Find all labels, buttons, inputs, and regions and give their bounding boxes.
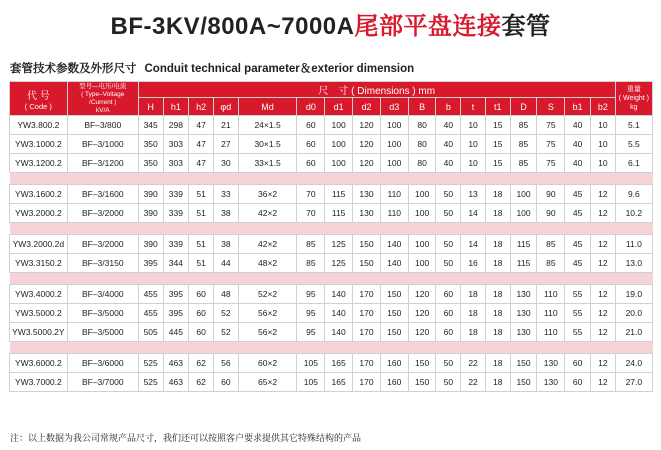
table-cell: 140	[325, 323, 353, 342]
table-cell: BF–3/7000	[67, 373, 138, 392]
table-cell: BF–3/4000	[67, 285, 138, 304]
table-cell: 15	[485, 154, 510, 173]
table-cell: 95	[297, 323, 325, 342]
table-cell: 56	[213, 354, 238, 373]
table-cell: 18	[485, 185, 510, 204]
table-cell: 130	[510, 304, 537, 323]
table-cell: 48×2	[238, 254, 297, 273]
table-cell: 51	[189, 235, 214, 254]
table-cell: BF–3/5000	[67, 323, 138, 342]
table-cell: 100	[510, 185, 537, 204]
table-cell: BF–3/800	[67, 116, 138, 135]
table-cell: 10	[461, 135, 486, 154]
table-cell: 130	[537, 373, 565, 392]
header-weight	[615, 82, 652, 116]
table-cell: 10.2	[615, 204, 652, 223]
table-cell: 170	[353, 304, 381, 323]
table-cell: 20.0	[615, 304, 652, 323]
table-cell: 18	[485, 354, 510, 373]
column-header: b	[436, 98, 461, 116]
column-header: φd	[213, 98, 238, 116]
table-cell: 50	[436, 373, 461, 392]
table-row	[10, 323, 653, 342]
table-cell: 38	[213, 235, 238, 254]
table-cell: 395	[163, 285, 189, 304]
group-separator	[10, 342, 653, 354]
table-cell: 6.1	[615, 154, 652, 173]
header-code-cn: 代 号	[26, 90, 50, 102]
table-cell: 455	[138, 304, 163, 323]
table-cell: 165	[325, 354, 353, 373]
table-cell: 12	[590, 235, 615, 254]
table-cell: BF–3/1600	[67, 185, 138, 204]
table-cell: 90	[537, 185, 565, 204]
table-cell: 85	[510, 116, 537, 135]
table-cell: 5.1	[615, 116, 652, 135]
table-cell: 11.0	[615, 235, 652, 254]
table-cell: 62	[189, 373, 214, 392]
table-cell: 12	[590, 354, 615, 373]
table-cell: 115	[325, 185, 353, 204]
table-cell: 120	[353, 135, 381, 154]
table-cell: 455	[138, 285, 163, 304]
table-cell: 50	[436, 204, 461, 223]
group-separator	[10, 173, 653, 185]
table-cell: 298	[163, 116, 189, 135]
table-cell: 45	[565, 235, 591, 254]
table-cell: 60	[436, 304, 461, 323]
table-row	[10, 135, 653, 154]
table-cell: 18	[485, 204, 510, 223]
title-model: BF-3KV/800A~7000A	[110, 13, 355, 40]
table-cell: 339	[163, 185, 189, 204]
table-cell: 18	[461, 323, 486, 342]
table-row	[10, 116, 653, 135]
table-cell: 40	[436, 116, 461, 135]
header-type-en2: /Current )	[89, 98, 117, 106]
table-cell: 80	[408, 154, 436, 173]
table-cell: 60	[189, 304, 214, 323]
table-cell: BF–3/1000	[67, 135, 138, 154]
table-cell: 12	[590, 323, 615, 342]
table-cell: YW3.1200.2	[10, 154, 68, 173]
table-cell: 48	[213, 285, 238, 304]
table-cell: 85	[297, 254, 325, 273]
table-cell: 170	[353, 354, 381, 373]
table-cell: 120	[408, 304, 436, 323]
table-cell: 100	[380, 116, 408, 135]
column-header: d2	[353, 98, 381, 116]
table-cell: 30×1.5	[238, 135, 297, 154]
page-title	[0, 6, 661, 41]
table-cell: 45	[565, 254, 591, 273]
table-cell: 463	[163, 354, 189, 373]
table-cell: 120	[353, 154, 381, 173]
header-type-cn: 型号—电压/电流	[79, 82, 127, 90]
table-cell: 62	[189, 354, 214, 373]
table-row	[10, 235, 653, 254]
table-cell: 52	[213, 323, 238, 342]
header-type	[67, 82, 138, 116]
table-cell: 14	[461, 204, 486, 223]
table-cell: 130	[510, 285, 537, 304]
table-cell: 52	[213, 304, 238, 323]
table-cell: 150	[380, 304, 408, 323]
table-cell: 160	[380, 373, 408, 392]
table-cell: 18	[485, 323, 510, 342]
table-row	[10, 154, 653, 173]
table-cell: 60	[189, 285, 214, 304]
table-cell: 18	[461, 285, 486, 304]
table-cell: 339	[163, 204, 189, 223]
table-cell: 95	[297, 304, 325, 323]
table-cell: 21	[213, 116, 238, 135]
table-cell: 10	[590, 135, 615, 154]
table-cell: 100	[510, 204, 537, 223]
table-cell: 16	[461, 254, 486, 273]
table-cell: 303	[163, 135, 189, 154]
table-cell: 525	[138, 354, 163, 373]
table-row	[10, 185, 653, 204]
table-cell: 60	[565, 373, 591, 392]
table-cell: 5.5	[615, 135, 652, 154]
table-cell: 18	[485, 285, 510, 304]
table-cell: 140	[325, 285, 353, 304]
table-cell: 100	[408, 185, 436, 204]
table-row	[10, 373, 653, 392]
table-cell: 350	[138, 135, 163, 154]
header-type-unit: kV/A	[95, 106, 110, 114]
column-header: b2	[590, 98, 615, 116]
table-cell: YW3.2000.2	[10, 204, 68, 223]
table-cell: 15	[485, 135, 510, 154]
table-cell: 170	[353, 323, 381, 342]
table-cell: 10	[461, 116, 486, 135]
table-cell: 13.0	[615, 254, 652, 273]
table-cell: YW3.1600.2	[10, 185, 68, 204]
table-cell: YW3.5000.2	[10, 304, 68, 323]
table-cell: 60	[213, 373, 238, 392]
table-cell: 47	[189, 135, 214, 154]
table-cell: 85	[297, 235, 325, 254]
table-cell: 13	[461, 185, 486, 204]
column-header: Md	[238, 98, 297, 116]
table-cell: 115	[510, 235, 537, 254]
table-cell: 40	[436, 135, 461, 154]
table-cell: 80	[408, 135, 436, 154]
table-cell: 47	[189, 116, 214, 135]
table-cell: 60	[436, 323, 461, 342]
header-weight-cn: 重量	[626, 86, 641, 93]
table-cell: 130	[537, 354, 565, 373]
table-cell: 40	[565, 154, 591, 173]
table-cell: 90	[537, 204, 565, 223]
table-cell: 18	[485, 304, 510, 323]
table-cell: 27.0	[615, 373, 652, 392]
table-cell: 45	[565, 185, 591, 204]
table-cell: 50	[436, 185, 461, 204]
group-separator	[10, 223, 653, 235]
table-cell: 9.6	[615, 185, 652, 204]
table-cell: 390	[138, 185, 163, 204]
table-cell: 27	[213, 135, 238, 154]
parameter-table	[9, 81, 653, 392]
table-cell: 85	[510, 135, 537, 154]
table-cell: 120	[408, 285, 436, 304]
table-cell: 33	[213, 185, 238, 204]
table-cell: 110	[537, 285, 565, 304]
table-cell: 10	[590, 116, 615, 135]
table-row	[10, 254, 653, 273]
table-cell: 51	[189, 254, 214, 273]
table-cell: 150	[510, 373, 537, 392]
table-cell: 100	[380, 135, 408, 154]
column-header: D	[510, 98, 537, 116]
table-cell: BF–3/3150	[67, 254, 138, 273]
column-header: h2	[189, 98, 214, 116]
table-cell: 10	[461, 154, 486, 173]
table-cell: 115	[510, 254, 537, 273]
table-cell: 95	[297, 285, 325, 304]
table-cell: 125	[325, 235, 353, 254]
table-cell: 80	[408, 116, 436, 135]
table-cell: 33×1.5	[238, 154, 297, 173]
table-cell: 60	[297, 116, 325, 135]
table-cell: 12	[590, 304, 615, 323]
table-cell: 70	[297, 204, 325, 223]
title-connection: 尾部平盘连接	[354, 13, 502, 40]
table-cell: 390	[138, 235, 163, 254]
table-cell: 40	[436, 154, 461, 173]
table-caption-en: Conduit technical parameter＆exterior dimension	[144, 63, 415, 75]
table-cell: 150	[380, 323, 408, 342]
table-cell: 110	[380, 204, 408, 223]
table-cell: 42×2	[238, 204, 297, 223]
table-row	[10, 354, 653, 373]
table-cell: 110	[380, 185, 408, 204]
header-code-en: ( Code )	[24, 101, 52, 111]
table-cell: 110	[537, 304, 565, 323]
table-cell: 160	[380, 354, 408, 373]
table-cell: 22	[461, 373, 486, 392]
table-cell: 339	[163, 235, 189, 254]
table-cell: BF–3/5000	[67, 304, 138, 323]
table-cell: 170	[353, 373, 381, 392]
table-cell: 36×2	[238, 185, 297, 204]
table-cell: 10	[590, 154, 615, 173]
table-cell: 100	[408, 254, 436, 273]
table-cell: 150	[380, 285, 408, 304]
column-header: B	[408, 98, 436, 116]
table-cell: 55	[565, 323, 591, 342]
table-cell: YW3.6000.2	[10, 354, 68, 373]
table-cell: 44	[213, 254, 238, 273]
column-header: d1	[325, 98, 353, 116]
table-cell: 51	[189, 185, 214, 204]
table-cell: 50	[436, 354, 461, 373]
table-cell: 60	[297, 154, 325, 173]
table-cell: 105	[297, 354, 325, 373]
table-cell: 60	[565, 354, 591, 373]
table-cell: 65×2	[238, 373, 297, 392]
table-cell: 100	[380, 154, 408, 173]
table-cell: 130	[353, 185, 381, 204]
table-cell: 395	[138, 254, 163, 273]
table-cell: 85	[510, 154, 537, 173]
table-cell: 140	[380, 235, 408, 254]
table-caption	[10, 60, 414, 76]
table-cell: YW3.7000.2	[10, 373, 68, 392]
table-cell: 463	[163, 373, 189, 392]
header-type-en1: ( Type–Voltage	[81, 90, 125, 98]
table-row	[10, 304, 653, 323]
table-cell: 105	[297, 373, 325, 392]
table-cell: 40	[565, 116, 591, 135]
table-cell: 30	[213, 154, 238, 173]
table-cell: BF–3/2000	[67, 235, 138, 254]
table-cell: 130	[353, 204, 381, 223]
table-cell: 24×1.5	[238, 116, 297, 135]
table-cell: BF–3/1200	[67, 154, 138, 173]
table-cell: 303	[163, 154, 189, 173]
footnote: 注：以上数据为我公司常规产品尺寸，我们还可以按照客户要求提供其它特殊结构的产品	[10, 433, 362, 443]
table-cell: 55	[565, 285, 591, 304]
table-cell: 21.0	[615, 323, 652, 342]
table-cell: 19.0	[615, 285, 652, 304]
table-cell: YW3.800.2	[10, 116, 68, 135]
table-cell: BF–3/2000	[67, 204, 138, 223]
table-cell: 140	[325, 304, 353, 323]
table-cell: 445	[163, 323, 189, 342]
table-cell: 60	[297, 135, 325, 154]
table-cell: 24.0	[615, 354, 652, 373]
table-cell: 350	[138, 154, 163, 173]
table-cell: 345	[138, 116, 163, 135]
column-header: d0	[297, 98, 325, 116]
table-cell: 18	[485, 254, 510, 273]
table-cell: 52×2	[238, 285, 297, 304]
table-cell: 150	[510, 354, 537, 373]
table-cell: 60	[436, 285, 461, 304]
table-cell: 55	[565, 304, 591, 323]
table-cell: 395	[163, 304, 189, 323]
column-header: H	[138, 98, 163, 116]
table-cell: 75	[537, 116, 565, 135]
table-cell: 130	[510, 323, 537, 342]
table-cell: 12	[590, 204, 615, 223]
table-cell: 12	[590, 185, 615, 204]
table-cell: 100	[408, 235, 436, 254]
table-cell: 14	[461, 235, 486, 254]
title-product: 套管	[501, 13, 551, 40]
table-cell: 12	[590, 254, 615, 273]
table-cell: 75	[537, 154, 565, 173]
table-cell: 18	[485, 235, 510, 254]
table-cell: 115	[325, 204, 353, 223]
table-cell: YW3.5000.2Y	[10, 323, 68, 342]
table-cell: YW3.2000.2d	[10, 235, 68, 254]
header-weight-en: ( Weight )	[618, 95, 649, 102]
table-cell: 75	[537, 135, 565, 154]
column-header: t1	[485, 98, 510, 116]
table-cell: 22	[461, 354, 486, 373]
table-cell: 85	[537, 254, 565, 273]
table-cell: 51	[189, 204, 214, 223]
table-cell: 100	[325, 135, 353, 154]
table-cell: 38	[213, 204, 238, 223]
table-cell: 344	[163, 254, 189, 273]
table-cell: 70	[297, 185, 325, 204]
table-cell: 60×2	[238, 354, 297, 373]
table-cell: 56×2	[238, 323, 297, 342]
table-cell: 60	[189, 323, 214, 342]
table-row	[10, 204, 653, 223]
table-cell: YW3.3150.2	[10, 254, 68, 273]
table-cell: YW3.4000.2	[10, 285, 68, 304]
table-cell: 170	[353, 285, 381, 304]
table-cell: 165	[325, 373, 353, 392]
table-cell: 390	[138, 204, 163, 223]
table-cell: 110	[537, 323, 565, 342]
table-cell: 505	[138, 323, 163, 342]
header-dimensions: 尺 寸 ( Dimensions ) mm	[138, 82, 615, 98]
table-cell: 150	[353, 235, 381, 254]
table-row	[10, 285, 653, 304]
table-cell: 40	[565, 135, 591, 154]
table-cell: 42×2	[238, 235, 297, 254]
column-header: S	[537, 98, 565, 116]
table-cell: 15	[485, 116, 510, 135]
column-header: t	[461, 98, 486, 116]
table-cell: 120	[353, 116, 381, 135]
column-header: d3	[380, 98, 408, 116]
table-cell: 150	[408, 373, 436, 392]
table-cell: 18	[461, 304, 486, 323]
table-cell: 150	[353, 254, 381, 273]
table-cell: 100	[325, 154, 353, 173]
table-cell: BF–3/6000	[67, 354, 138, 373]
column-header: h1	[163, 98, 189, 116]
table-cell: 12	[590, 285, 615, 304]
table-cell: 47	[189, 154, 214, 173]
table-cell: 56×2	[238, 304, 297, 323]
table-cell: 100	[408, 204, 436, 223]
table-cell: 125	[325, 254, 353, 273]
table-caption-cn: 套管技术参数及外形尺寸	[10, 63, 137, 75]
table-cell: 18	[485, 373, 510, 392]
table-cell: YW3.1000.2	[10, 135, 68, 154]
table-cell: 120	[408, 323, 436, 342]
table-cell: 150	[408, 354, 436, 373]
table-cell: 45	[565, 204, 591, 223]
table-cell: 100	[325, 116, 353, 135]
header-weight-unit: kg	[630, 104, 638, 111]
table-cell: 50	[436, 235, 461, 254]
table-cell: 85	[537, 235, 565, 254]
header-code	[10, 82, 68, 116]
table-cell: 50	[436, 254, 461, 273]
group-separator	[10, 273, 653, 285]
table-cell: 140	[380, 254, 408, 273]
table-cell: 12	[590, 373, 615, 392]
column-header: b1	[565, 98, 591, 116]
table-cell: 525	[138, 373, 163, 392]
